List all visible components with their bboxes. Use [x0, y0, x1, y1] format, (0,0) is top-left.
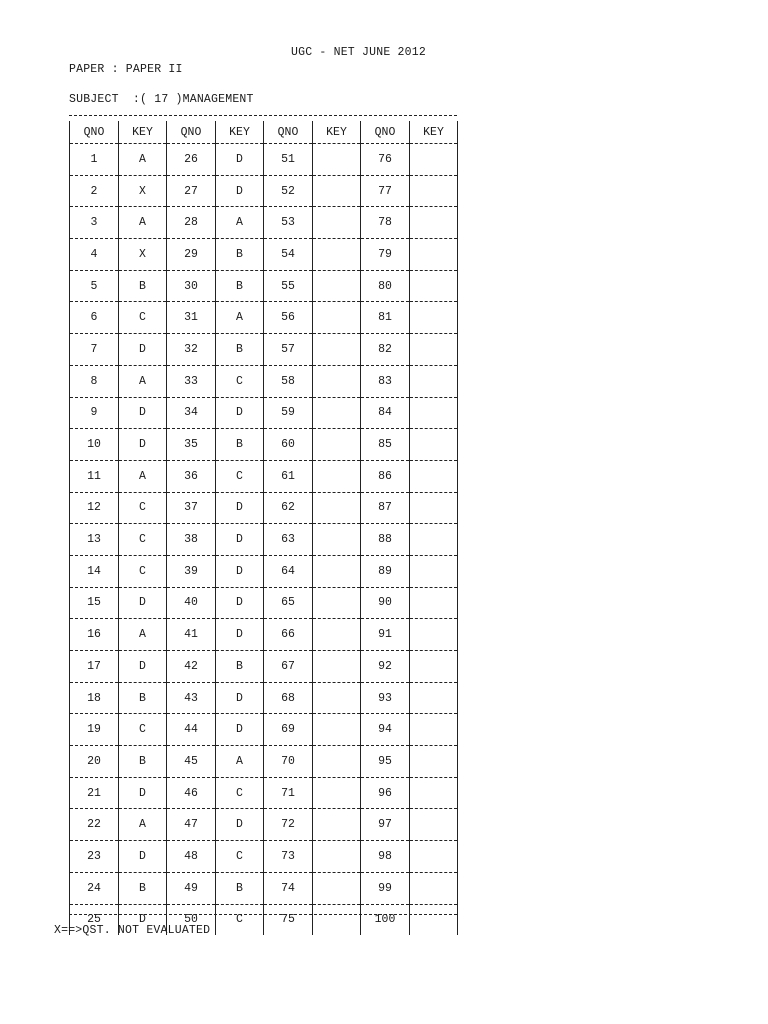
question-number-cell: 91	[361, 619, 410, 651]
subject-label: SUBJECT :( 17 )MANAGEMENT	[69, 93, 254, 106]
answer-key-cell	[313, 270, 361, 302]
question-number-cell: 65	[264, 587, 313, 619]
question-number-cell: 27	[167, 175, 216, 207]
question-number-cell: 96	[361, 777, 410, 809]
table-row	[70, 524, 458, 556]
answer-key-cell: D	[119, 651, 167, 683]
question-number-cell: 2	[70, 175, 119, 207]
answer-key-cell	[313, 904, 361, 935]
question-number-cell: 28	[167, 207, 216, 239]
answer-key-cell: D	[119, 334, 167, 366]
question-number-cell: 100	[361, 904, 410, 935]
table-row	[70, 682, 458, 714]
answer-key-cell	[410, 777, 458, 809]
answer-key-cell	[410, 207, 458, 239]
answer-key-cell	[313, 777, 361, 809]
table-row	[70, 365, 458, 397]
question-number-cell: 84	[361, 397, 410, 429]
answer-key-cell: A	[119, 207, 167, 239]
answer-key-cell	[410, 555, 458, 587]
answer-key-cell: A	[216, 302, 264, 334]
answer-key-cell: X	[119, 239, 167, 271]
answer-key-cell	[410, 682, 458, 714]
answer-key-cell: D	[216, 587, 264, 619]
question-number-cell: 90	[361, 587, 410, 619]
answer-key-cell	[313, 334, 361, 366]
answer-key-cell: C	[119, 492, 167, 524]
table-row	[70, 460, 458, 492]
answer-key-cell	[313, 809, 361, 841]
question-number-cell: 55	[264, 270, 313, 302]
question-number-cell: 25	[70, 904, 119, 935]
question-number-cell: 42	[167, 651, 216, 683]
question-number-cell: 89	[361, 555, 410, 587]
answer-key-cell	[410, 175, 458, 207]
answer-key-cell: B	[216, 239, 264, 271]
question-number-cell: 59	[264, 397, 313, 429]
question-number-cell: 35	[167, 429, 216, 461]
question-number-cell: 45	[167, 746, 216, 778]
question-number-cell: 47	[167, 809, 216, 841]
question-number-cell: 40	[167, 587, 216, 619]
question-number-cell: 67	[264, 651, 313, 683]
answer-key-cell: D	[119, 429, 167, 461]
question-number-cell: 23	[70, 841, 119, 873]
table-row	[70, 270, 458, 302]
answer-key-cell	[410, 587, 458, 619]
answer-key-cell: D	[119, 397, 167, 429]
table-row	[70, 175, 458, 207]
question-number-cell: 6	[70, 302, 119, 334]
answer-key-cell: D	[216, 714, 264, 746]
question-number-cell: 85	[361, 429, 410, 461]
question-number-cell: 32	[167, 334, 216, 366]
answer-key-cell: D	[119, 587, 167, 619]
answer-key-cell: C	[216, 904, 264, 935]
answer-key-cell: B	[216, 651, 264, 683]
answer-key-cell	[313, 524, 361, 556]
question-number-cell: 93	[361, 682, 410, 714]
question-number-cell: 46	[167, 777, 216, 809]
answer-key-cell: B	[216, 270, 264, 302]
answer-key-cell	[313, 872, 361, 904]
question-number-cell: 57	[264, 334, 313, 366]
answer-key-cell: D	[216, 619, 264, 651]
table-row	[70, 809, 458, 841]
answer-key-cell: X	[119, 175, 167, 207]
column-header-key: KEY	[313, 121, 361, 144]
question-number-cell: 83	[361, 365, 410, 397]
table-row	[70, 429, 458, 461]
question-number-cell: 54	[264, 239, 313, 271]
answer-key-cell: D	[216, 682, 264, 714]
answer-key-cell: D	[119, 777, 167, 809]
top-rule	[69, 115, 457, 116]
question-number-cell: 56	[264, 302, 313, 334]
question-number-cell: 31	[167, 302, 216, 334]
question-number-cell: 86	[361, 460, 410, 492]
answer-key-cell	[410, 239, 458, 271]
question-number-cell: 77	[361, 175, 410, 207]
question-number-cell: 78	[361, 207, 410, 239]
question-number-cell: 76	[361, 144, 410, 176]
question-number-cell: 75	[264, 904, 313, 935]
answer-key-cell: C	[216, 460, 264, 492]
question-number-cell: 5	[70, 270, 119, 302]
answer-key-cell	[410, 144, 458, 176]
table-row	[70, 207, 458, 239]
answer-key-cell: D	[216, 555, 264, 587]
question-number-cell: 29	[167, 239, 216, 271]
question-number-cell: 98	[361, 841, 410, 873]
answer-key-cell	[313, 365, 361, 397]
table-row	[70, 144, 458, 176]
answer-key-cell	[313, 555, 361, 587]
question-number-cell: 13	[70, 524, 119, 556]
answer-key-cell: B	[119, 746, 167, 778]
question-number-cell: 60	[264, 429, 313, 461]
column-header-key: KEY	[410, 121, 458, 144]
question-number-cell: 68	[264, 682, 313, 714]
answer-key-cell: A	[119, 460, 167, 492]
question-number-cell: 70	[264, 746, 313, 778]
answer-key-cell	[410, 492, 458, 524]
answer-key-cell: C	[119, 555, 167, 587]
table-row	[70, 239, 458, 271]
question-number-cell: 43	[167, 682, 216, 714]
question-number-cell: 73	[264, 841, 313, 873]
answer-key-cell: B	[216, 334, 264, 366]
question-number-cell: 22	[70, 809, 119, 841]
question-number-cell: 92	[361, 651, 410, 683]
question-number-cell: 9	[70, 397, 119, 429]
question-number-cell: 21	[70, 777, 119, 809]
answer-key-cell: B	[119, 270, 167, 302]
answer-key-cell	[313, 682, 361, 714]
answer-key-cell: D	[216, 397, 264, 429]
question-number-cell: 12	[70, 492, 119, 524]
question-number-cell: 50	[167, 904, 216, 935]
answer-key-cell: C	[216, 777, 264, 809]
question-number-cell: 17	[70, 651, 119, 683]
question-number-cell: 39	[167, 555, 216, 587]
answer-key-cell: C	[119, 714, 167, 746]
question-number-cell: 74	[264, 872, 313, 904]
answer-key-cell: D	[216, 175, 264, 207]
question-number-cell: 64	[264, 555, 313, 587]
table-header-row	[70, 121, 458, 144]
table-row	[70, 746, 458, 778]
question-number-cell: 36	[167, 460, 216, 492]
answer-key-cell: C	[216, 841, 264, 873]
answer-key-cell	[313, 619, 361, 651]
answer-key-cell	[313, 746, 361, 778]
question-number-cell: 71	[264, 777, 313, 809]
question-number-cell: 14	[70, 555, 119, 587]
question-number-cell: 18	[70, 682, 119, 714]
answer-key-cell: D	[216, 492, 264, 524]
table-row	[70, 492, 458, 524]
answer-key-cell: D	[119, 841, 167, 873]
answer-key-cell	[410, 872, 458, 904]
question-number-cell: 69	[264, 714, 313, 746]
question-number-cell: 53	[264, 207, 313, 239]
answer-key-cell	[410, 365, 458, 397]
answer-key-cell: C	[216, 365, 264, 397]
answer-key-cell	[313, 714, 361, 746]
question-number-cell: 7	[70, 334, 119, 366]
column-header-qno: QNO	[167, 121, 216, 144]
answer-key-cell	[313, 651, 361, 683]
footnote-legend: X==>QST. NOT EVALUATED	[54, 924, 211, 937]
answer-key-cell: B	[216, 429, 264, 461]
answer-key-cell	[410, 524, 458, 556]
question-number-cell: 95	[361, 746, 410, 778]
paper-label: PAPER : PAPER II	[69, 63, 183, 76]
question-number-cell: 8	[70, 365, 119, 397]
answer-key-cell	[313, 175, 361, 207]
answer-key-cell	[410, 841, 458, 873]
answer-key-cell: B	[119, 872, 167, 904]
answer-key-cell: C	[119, 524, 167, 556]
answer-key-cell	[410, 651, 458, 683]
answer-key-cell	[313, 587, 361, 619]
table-row	[70, 619, 458, 651]
table-row	[70, 841, 458, 873]
question-number-cell: 82	[361, 334, 410, 366]
question-number-cell: 88	[361, 524, 410, 556]
answer-key-cell: D	[216, 809, 264, 841]
answer-key-cell: D	[216, 524, 264, 556]
question-number-cell: 66	[264, 619, 313, 651]
question-number-cell: 81	[361, 302, 410, 334]
column-header-qno: QNO	[70, 121, 119, 144]
column-header-qno: QNO	[264, 121, 313, 144]
question-number-cell: 97	[361, 809, 410, 841]
question-number-cell: 1	[70, 144, 119, 176]
question-number-cell: 15	[70, 587, 119, 619]
question-number-cell: 19	[70, 714, 119, 746]
answer-key-table	[69, 121, 458, 935]
table-row	[70, 872, 458, 904]
question-number-cell: 4	[70, 239, 119, 271]
question-number-cell: 80	[361, 270, 410, 302]
table-row	[70, 397, 458, 429]
answer-key-cell	[410, 714, 458, 746]
answer-key-cell	[410, 270, 458, 302]
answer-key-cell	[313, 207, 361, 239]
answer-key-cell	[410, 619, 458, 651]
question-number-cell: 99	[361, 872, 410, 904]
answer-key-cell	[410, 809, 458, 841]
answer-key-cell	[313, 239, 361, 271]
answer-key-cell	[313, 302, 361, 334]
answer-key-cell	[410, 746, 458, 778]
question-number-cell: 16	[70, 619, 119, 651]
answer-key-cell	[410, 429, 458, 461]
table-row	[70, 587, 458, 619]
question-number-cell: 10	[70, 429, 119, 461]
column-header-qno: QNO	[361, 121, 410, 144]
question-number-cell: 26	[167, 144, 216, 176]
answer-key-cell: B	[119, 682, 167, 714]
column-header-key: KEY	[119, 121, 167, 144]
answer-key-cell	[410, 397, 458, 429]
answer-key-cell	[410, 460, 458, 492]
bottom-rule	[69, 914, 457, 915]
question-number-cell: 79	[361, 239, 410, 271]
answer-key-cell	[410, 904, 458, 935]
answer-key-cell	[313, 841, 361, 873]
question-number-cell: 63	[264, 524, 313, 556]
question-number-cell: 52	[264, 175, 313, 207]
question-number-cell: 38	[167, 524, 216, 556]
answer-key-cell: A	[119, 619, 167, 651]
question-number-cell: 11	[70, 460, 119, 492]
question-number-cell: 94	[361, 714, 410, 746]
question-number-cell: 33	[167, 365, 216, 397]
table-row	[70, 651, 458, 683]
question-number-cell: 3	[70, 207, 119, 239]
question-number-cell: 61	[264, 460, 313, 492]
answer-key-cell	[410, 302, 458, 334]
table-row	[70, 555, 458, 587]
table-row	[70, 302, 458, 334]
answer-key-cell: D	[119, 904, 167, 935]
answer-key-cell: D	[216, 144, 264, 176]
question-number-cell: 51	[264, 144, 313, 176]
column-header-key: KEY	[216, 121, 264, 144]
answer-key-cell	[313, 397, 361, 429]
question-number-cell: 58	[264, 365, 313, 397]
question-number-cell: 49	[167, 872, 216, 904]
answer-key-cell	[313, 144, 361, 176]
answer-key-cell: A	[119, 144, 167, 176]
question-number-cell: 34	[167, 397, 216, 429]
table-row	[70, 777, 458, 809]
answer-key-cell	[313, 429, 361, 461]
answer-key-cell	[313, 460, 361, 492]
question-number-cell: 41	[167, 619, 216, 651]
question-number-cell: 20	[70, 746, 119, 778]
answer-key-cell: A	[216, 207, 264, 239]
question-number-cell: 48	[167, 841, 216, 873]
answer-key-cell: A	[119, 809, 167, 841]
question-number-cell: 62	[264, 492, 313, 524]
question-number-cell: 24	[70, 872, 119, 904]
answer-key-cell: A	[119, 365, 167, 397]
question-number-cell: 37	[167, 492, 216, 524]
answer-key-cell: B	[216, 872, 264, 904]
answer-key-cell	[410, 334, 458, 366]
question-number-cell: 72	[264, 809, 313, 841]
answer-key-cell	[313, 492, 361, 524]
answer-key-cell: A	[216, 746, 264, 778]
answer-key-cell: C	[119, 302, 167, 334]
document-title: UGC - NET JUNE 2012	[291, 46, 426, 59]
question-number-cell: 44	[167, 714, 216, 746]
table-row	[70, 714, 458, 746]
table-row	[70, 334, 458, 366]
question-number-cell: 87	[361, 492, 410, 524]
question-number-cell: 30	[167, 270, 216, 302]
